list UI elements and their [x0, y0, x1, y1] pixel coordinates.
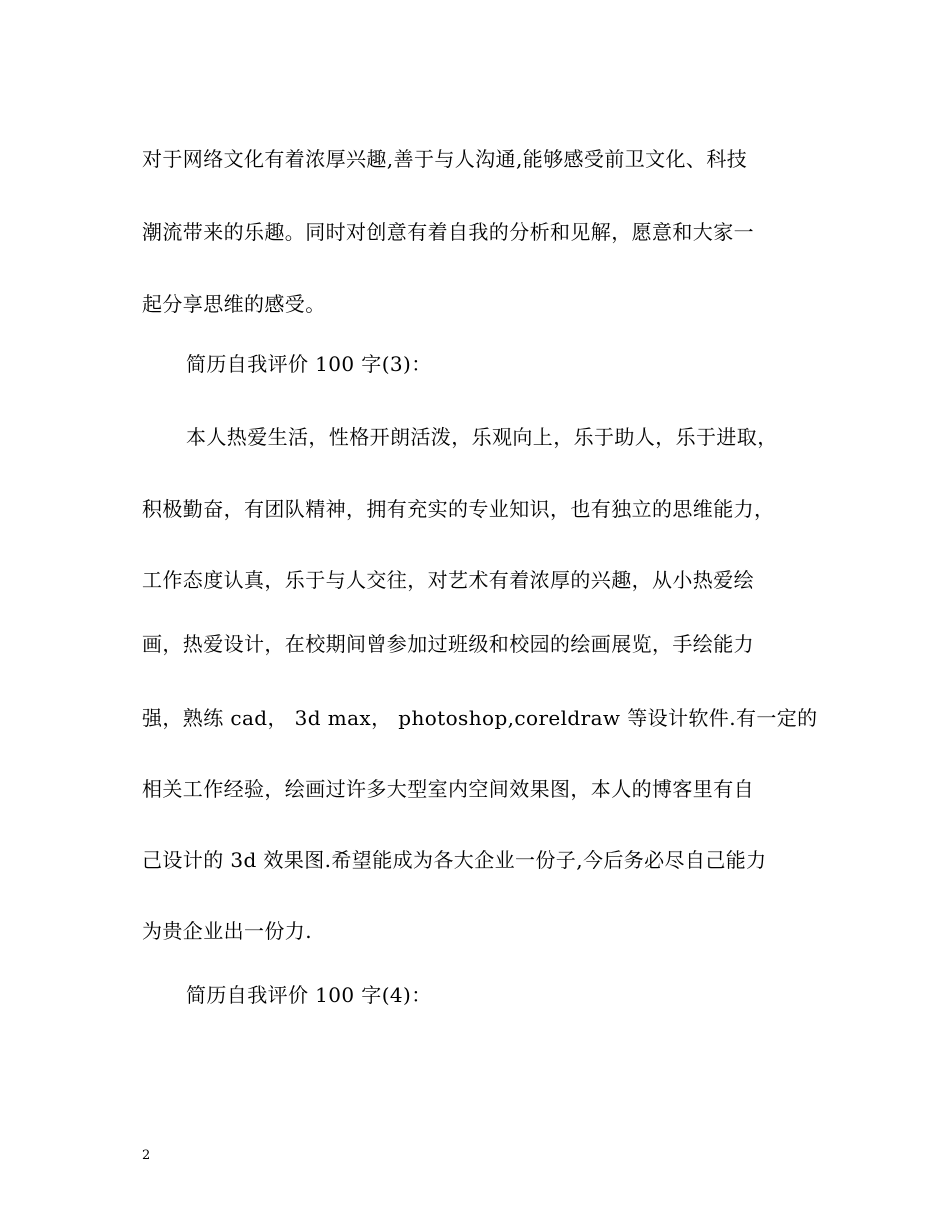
- section-heading: 简历自我评价 100 字(3)：: [186, 352, 432, 376]
- paragraph-line: 相关工作经验，绘画过许多大型室内空间效果图，本人的博客里有自: [142, 777, 754, 801]
- paragraph-line: 己设计的 3d 效果图.希望能成为各大企业一份子,今后务必尽自己能力: [142, 848, 767, 872]
- paragraph-line: 强，熟练 cad， 3d max， photoshop,coreldraw 等设计软件.有一定的: [142, 706, 818, 730]
- paragraph-line: 积极勤奋，有团队精神，拥有充实的专业知识，也有独立的思维能力，: [142, 497, 775, 521]
- page-number: 2: [142, 1148, 151, 1163]
- section-heading: 简历自我评价 100 字(4)：: [186, 983, 432, 1007]
- paragraph-line: 为贵企业出一份力.: [142, 919, 312, 943]
- paragraph-line: 起分享思维的感受。: [142, 292, 326, 316]
- paragraph-line: 画，热爱设计，在校期间曾参加过班级和校园的绘画展览，手绘能力: [142, 632, 754, 656]
- paragraph-line: 本人热爱生活，性格开朗活泼，乐观向上，乐于助人，乐于进取，: [186, 425, 778, 449]
- paragraph-line: 工作态度认真，乐于与人交往，对艺术有着浓厚的兴趣，从小热爱绘: [142, 568, 754, 592]
- paragraph-line: 对于网络文化有着浓厚兴趣,善于与人沟通,能够感受前卫文化、科技: [142, 147, 748, 171]
- paragraph-line: 潮流带来的乐趣。同时对创意有着自我的分析和见解，愿意和大家一: [142, 220, 754, 244]
